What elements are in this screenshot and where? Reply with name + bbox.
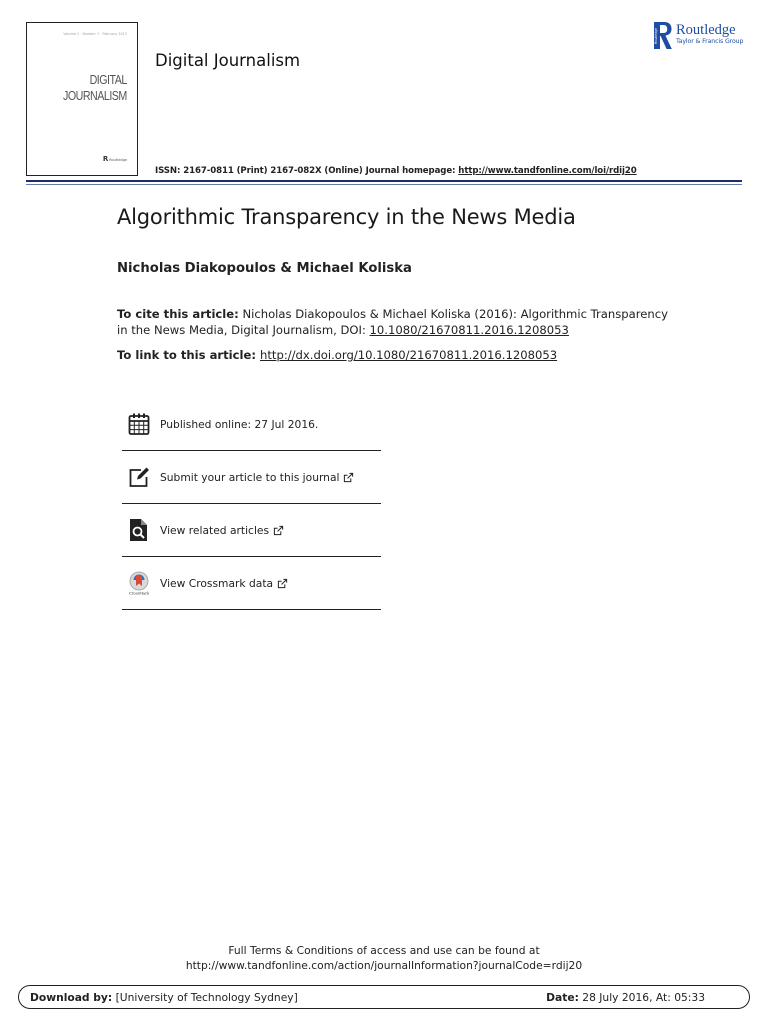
external-link-icon <box>343 472 354 483</box>
header-rule-thin <box>26 184 742 185</box>
svg-text:Routledge: Routledge <box>654 27 658 44</box>
crossmark-link[interactable] <box>160 577 288 590</box>
cover-publisher-logo <box>103 156 127 163</box>
link-label: To link to this article: <box>117 348 261 362</box>
terms-line1: Full Terms & Conditions of access and use can be found at <box>228 944 540 957</box>
cover-title-line1: DIGITAL <box>89 72 127 87</box>
citation <box>117 307 677 338</box>
journal-cover <box>26 22 138 176</box>
external-link-icon <box>277 578 288 589</box>
related-articles-link[interactable] <box>160 524 284 537</box>
download-by <box>30 991 298 1004</box>
date-label: Date: <box>546 991 579 1004</box>
related-articles-label: View related articles <box>160 523 270 537</box>
crossmark-label: View Crossmark data <box>160 576 274 590</box>
document-search-icon <box>127 518 151 542</box>
calendar-icon <box>127 412 151 436</box>
publisher-subtitle: Taylor & Francis Group <box>676 38 744 45</box>
header-rule <box>26 180 742 182</box>
download-date <box>546 991 705 1004</box>
svg-text:CrossMark: CrossMark <box>128 591 150 595</box>
cite-label: To cite this article: <box>117 307 239 321</box>
download-info-bar <box>18 985 750 1009</box>
article-link <box>117 348 557 362</box>
crossmark-icon <box>127 571 151 595</box>
edit-icon <box>127 465 151 489</box>
doi-link[interactable]: 10.1080/21670811.2016.1208053 <box>369 322 569 337</box>
cover-topline: Volume 1 · Number 1 · February 2013 <box>63 32 127 36</box>
submit-article-label: Submit your article to this journal <box>160 470 340 484</box>
download-value: [University of Technology Sydney] <box>112 991 298 1004</box>
routledge-r-icon <box>654 22 672 49</box>
cite-text: Nicholas Diakopoulos & Michael Koliska (2016): Algorithmic Transparency in the News Media, Digital Journalism, DOI: <box>117 307 668 337</box>
publisher-logo <box>654 22 743 49</box>
cover-r-icon: R <box>102 155 109 163</box>
publisher-name: Routledge <box>676 22 736 38</box>
article-url-link[interactable]: http://dx.doi.org/10.1080/21670811.2016.1208053 <box>260 348 558 362</box>
submit-article-row[interactable] <box>122 451 381 504</box>
cover-publisher-text: Routledge <box>109 157 127 162</box>
published-online-label: Published online: 27 Jul 2016. <box>160 417 319 431</box>
journal-homepage-link[interactable]: http://www.tandfonline.com/loi/rdij20 <box>458 166 637 176</box>
issn-line <box>155 166 637 176</box>
terms-url[interactable]: http://www.tandfonline.com/action/journalInformation?journalCode=rdij20 <box>185 959 583 972</box>
article-authors: Nicholas Diakopoulos & Michael Koliska <box>117 261 412 276</box>
crossmark-row[interactable] <box>122 557 381 610</box>
download-label: Download by: <box>30 991 113 1004</box>
cover-title-line2: JOURNALISM <box>63 88 127 103</box>
terms-notice <box>0 943 768 973</box>
published-online-row <box>122 398 381 451</box>
external-link-icon <box>273 525 284 536</box>
journal-name: Digital Journalism <box>155 51 301 70</box>
submit-article-link[interactable] <box>160 471 354 484</box>
issn-text: ISSN: 2167-0811 (Print) 2167-082X (Online) Journal homepage: <box>155 166 459 176</box>
related-articles-row[interactable] <box>122 504 381 557</box>
article-info-list <box>122 398 381 610</box>
article-title: Algorithmic Transparency in the News Media <box>117 205 576 229</box>
cover-title <box>63 72 127 104</box>
date-value: 28 July 2016, At: 05:33 <box>578 991 705 1004</box>
